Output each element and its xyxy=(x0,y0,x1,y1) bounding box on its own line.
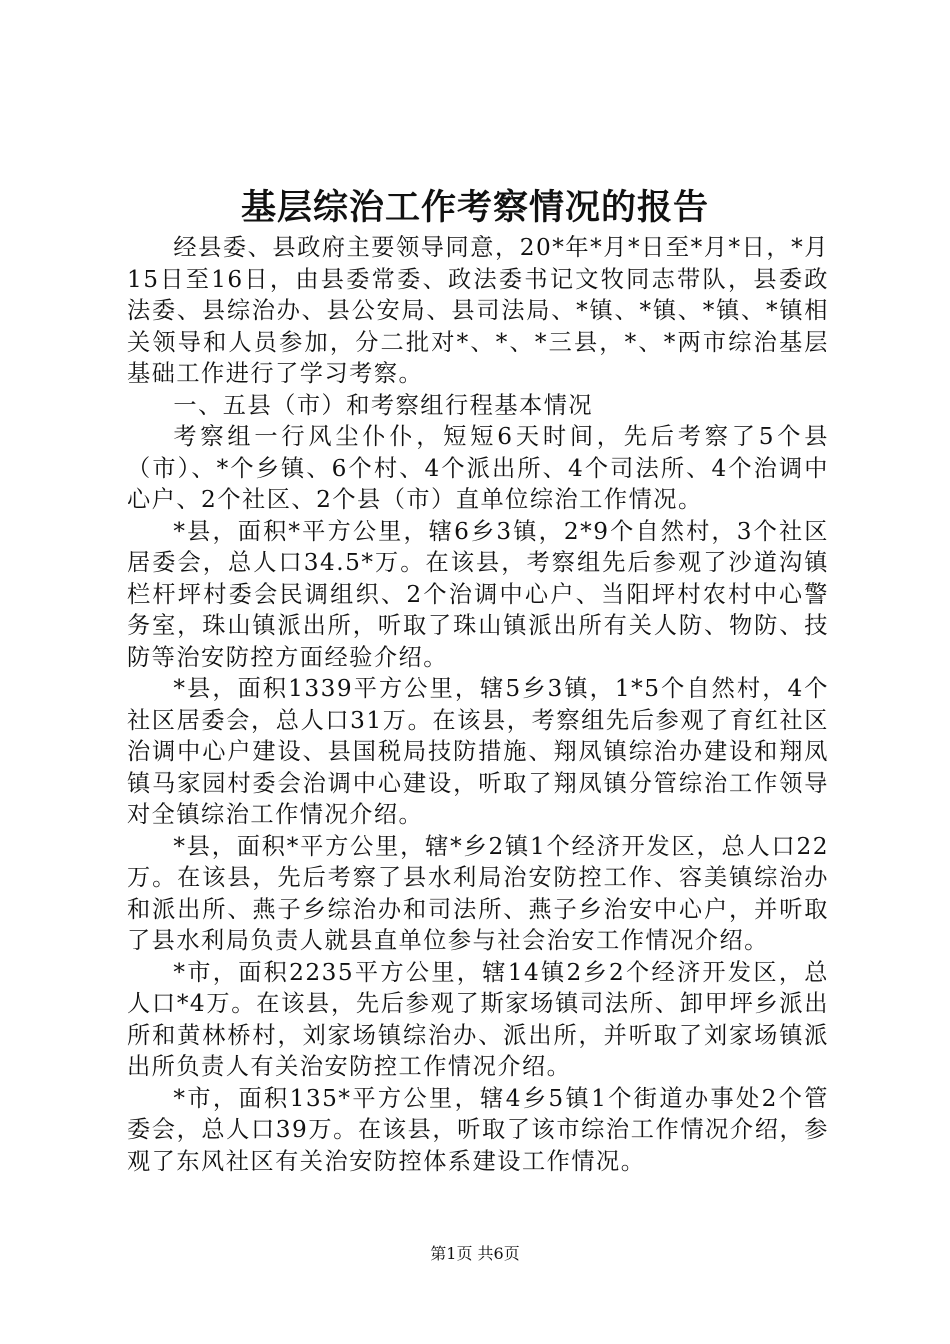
section-heading: 一、五县（市）和考察组行程基本情况 xyxy=(173,391,594,419)
page-number-footer: 第1页 共6页 xyxy=(430,1244,520,1263)
paragraph: 经县委、县政府主要领导同意，20*年*月*日至*月*日，*月15日至16日，由县委常委、政法委书记文牧同志带队，县委政法委、县综治办、县公安局、县司法局、*镇、*镇、*镇、*镇相关领导和人员参加，分二批对*、*、*三县，*、*两市综治基层基础工作进行了学习考察。 xyxy=(127,234,829,387)
paragraph: *市，面积135*平方公里，辖4乡5镇1个街道办事处2个管委会，总人口39万。在该县，听取了该市综治工作情况介绍，参观了东风社区有关治安防控体系建设工作情况。 xyxy=(127,1084,829,1175)
document-body xyxy=(127,232,829,1177)
paragraph: *县，面积*平方公里，辖*乡2镇1个经济开发区，总人口22万。在该县，先后考察了县水利局治安防控工作、容美镇综治办和派出所、燕子乡综治办和司法所、燕子乡治安中心户，并听取了县水利局负责人就县直单位参与社会治安工作情况介绍。 xyxy=(127,832,829,954)
paragraph: *县，面积1339平方公里，辖5乡3镇，1*5个自然村，4个社区居委会，总人口31万。在该县，考察组先后参观了育红社区治调中心户建设、县国税局技防措施、翔凤镇综治办建设和翔凤镇马家园村委会治调中心建设，听取了翔凤镇分管综治工作领导对全镇综治工作情况介绍。 xyxy=(127,675,829,828)
paragraph: *市，面积2235平方公里，辖14镇2乡2个经济开发区，总人口*4万。在该县，先后参观了斯家场镇司法所、卸甲坪乡派出所和黄林桥村，刘家场镇综治办、派出所，并听取了刘家场镇派出所负责人有关治安防控工作情况介绍。 xyxy=(127,958,829,1080)
paragraph: 考察组一行风尘仆仆，短短6天时间，先后考察了5个县（市）、*个乡镇、6个村、4个派出所、4个司法所、4个治调中心户、2个社区、2个县（市）直单位综治工作情况。 xyxy=(127,423,829,513)
paragraph: *县，面积*平方公里，辖6乡3镇，2*9个自然村，3个社区居委会，总人口34.5*万。在该县，考察组先后参观了沙道沟镇栏杆坪村委会民调组织、2个治调中心户、当阳坪村农村中心警务室，珠山镇派出所，听取了珠山镇派出所有关人防、物防、技防等治安防控方面经验介绍。 xyxy=(127,517,829,671)
document-title: 基层综治工作考察情况的报告 xyxy=(240,187,709,228)
